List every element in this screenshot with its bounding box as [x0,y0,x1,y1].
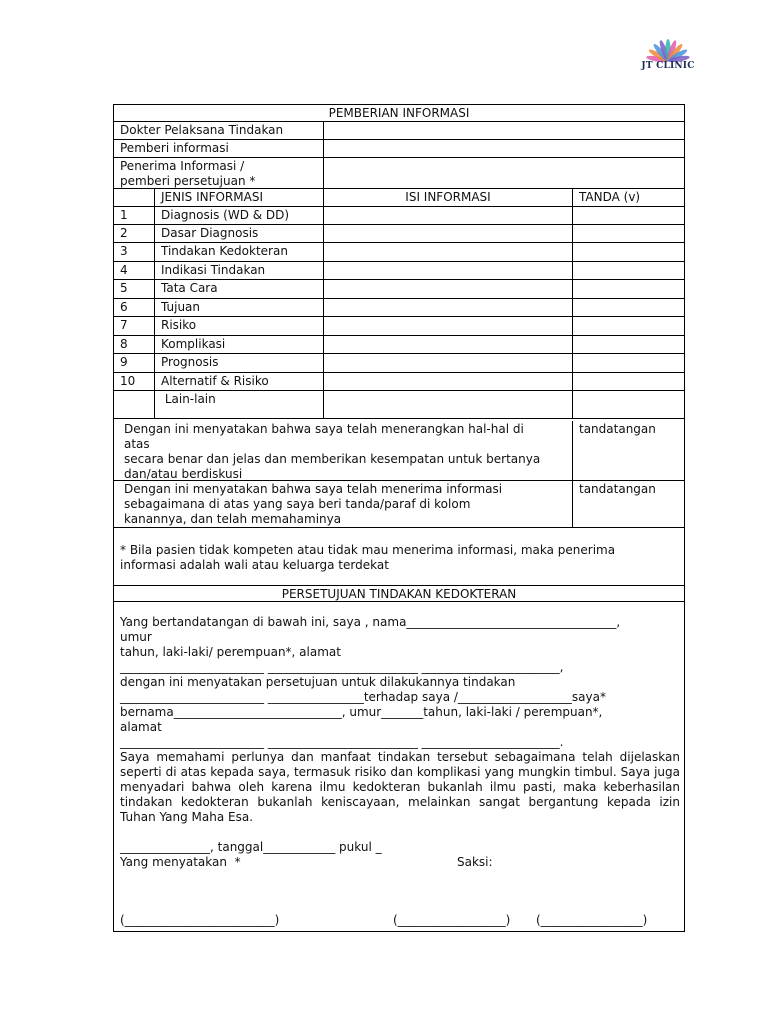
doctor-statement: Dengan ini menyatakan bahwa saya telah menerangkan hal-hal di atas secara benar dan jelas dan memberikan kesempatan untuk bertanya dan/atau berdiskusi [124,422,541,481]
info-item-row [114,354,684,373]
item-content[interactable] [323,299,572,316]
item-type: Alternatif & Risiko [154,373,323,390]
item-type: Indikasi Tindakan [154,262,323,279]
doctor-statement-row [114,421,684,481]
info-item-row [114,336,684,354]
informer-row [114,140,684,158]
item-mark[interactable] [572,262,684,279]
item-mark[interactable] [572,225,684,242]
header-type: JENIS INFORMASI [154,189,323,206]
consent-title-row [114,586,684,602]
doctor-value[interactable] [323,122,684,139]
info-item-row [114,373,684,391]
item-content[interactable] [323,373,572,390]
item-mark[interactable] [572,373,684,390]
informer-label: Pemberi informasi [120,141,229,155]
info-item-row [114,280,684,299]
item-number: 2 [120,226,128,240]
item-number: 1 [120,208,128,222]
note-text: * Bila pasien tidak kompeten atau tidak mau menerima informasi, maka penerima informasi adalah wali atau keluarga terdekat [120,543,616,572]
info-item-row [114,317,684,336]
receiver-statement-row [114,481,684,528]
item-mark[interactable] [572,354,684,372]
consent-form [113,104,685,932]
info-item-row [114,262,684,280]
item-type: Tujuan [154,299,323,316]
item-content[interactable] [323,336,572,353]
item-content[interactable] [323,243,572,261]
item-content[interactable] [323,262,572,279]
header-no [114,189,154,206]
item-type: Prognosis [154,354,323,372]
item-number: 10 [120,374,136,388]
header-content: ISI INFORMASI [323,189,572,206]
item-content[interactable] [323,317,572,335]
header-mark: TANDA (v) [572,189,684,206]
item-mark[interactable] [572,391,684,418]
consent-fill-text[interactable]: Yang bertandatangan di bawah ini, saya , nama___________________________________, umur tahun, laki-laki/ perempuan*, alamat ________________________ _________________________ _______________________, dengan ini menyatakan persetujuan untuk dilakukannya tindakan ________________________ ________________terhadap saya /___________________saya* bernama____________________________, umur_______tahun, laki-laki / perempuan*, alamat ________________________ _________________________ _______________________. [120,615,621,749]
doctor-label: Dokter Pelaksana Tindakan [120,123,284,137]
item-mark[interactable] [572,336,684,353]
item-mark[interactable] [572,207,684,224]
receiver-label: Penerima Informasi / pemberi persetujuan * [120,159,256,188]
clinic-logo [636,36,700,80]
info-item-row [114,391,684,419]
item-content[interactable] [323,207,572,224]
receiver-row [114,158,684,189]
item-mark[interactable] [572,317,684,335]
item-type: Lain-lain [154,391,323,418]
item-mark[interactable] [572,280,684,298]
item-type: Tindakan Kedokteran [154,243,323,261]
item-number [114,391,154,418]
receiver-value[interactable] [323,158,684,188]
doctor-row [114,122,684,140]
witness-1-signature-line[interactable]: (__________________) [393,913,511,927]
info-section-title: PEMBERIAN INFORMASI [328,106,470,120]
item-mark[interactable] [572,243,684,261]
witness-2-signature-line[interactable]: (_________________) [536,913,648,927]
info-section-title-row [114,105,684,122]
item-number: 4 [120,263,128,277]
item-type: Tata Cara [154,280,323,298]
clinic-name: JT CLINIC [641,61,695,71]
item-content[interactable] [323,225,572,242]
consent-body [114,602,684,932]
item-content[interactable] [323,391,572,418]
consent-paragraph: Saya memahami perlunya dan manfaat tindakan tersebut sebagaimana telah dijelaskan seperti di atas kepada saya, termasuk risiko dan komplikasi yang mungkin timbul. Saya juga menyadari bahwa oleh karena ilmu kedokteran bukanlah ilmu pasti, maka keberhasilan tindakan kedokteran bukanlah keniscayaan, melainkan sangat bergantung kepada izin Tuhan Yang Maha Esa. [120,750,680,824]
item-type: Dasar Diagnosis [154,225,323,242]
receiver-signature-label[interactable]: tandatangan [572,481,684,527]
item-mark[interactable] [572,299,684,316]
info-item-row [114,225,684,243]
consent-title: PERSETUJUAN TINDAKAN KEDOKTERAN [281,587,517,601]
item-content[interactable] [323,354,572,372]
item-number: 3 [120,244,128,258]
item-type: Diagnosis (WD & DD) [154,207,323,224]
item-type: Komplikasi [154,336,323,353]
item-number: 7 [120,318,128,332]
receiver-statement: Dengan ini menyatakan bahwa saya telah menerima informasi sebagaimana di atas yang saya beri tanda/paraf di kolom kanannya, dan telah memahaminya [124,482,503,526]
info-table-header [114,189,684,207]
info-item-row [114,299,684,317]
item-content[interactable] [323,280,572,298]
item-number: 5 [120,281,128,295]
informer-value[interactable] [323,140,684,157]
declarer-label: Yang menyatakan * [120,855,241,869]
item-number: 6 [120,300,128,314]
item-number: 9 [120,355,128,369]
item-type: Risiko [154,317,323,335]
witness-label: Saksi: [457,855,493,869]
note-row [114,528,684,586]
declarer-signature-line[interactable]: (_________________________) [120,913,280,927]
info-item-row [114,243,684,262]
date-time-line[interactable]: _______________, tanggal____________ pukul _ [120,840,382,854]
info-item-row [114,207,684,225]
lotus-fan-icon [642,36,694,62]
doctor-signature-label[interactable]: tandatangan [572,421,684,480]
item-number: 8 [120,337,128,351]
